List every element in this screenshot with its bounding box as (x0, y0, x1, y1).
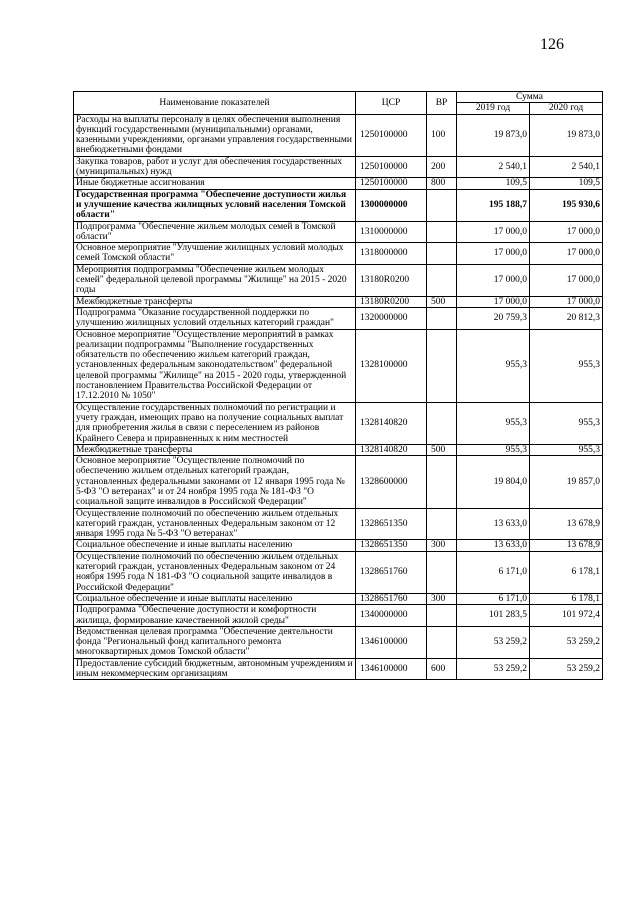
row-vr (427, 508, 457, 540)
header-sum: Сумма (457, 92, 603, 103)
table-row (74, 593, 603, 604)
row-name: Государственная программа "Обеспечение доступности жилья и улучшение качества жилищных условий населения Томской области" (74, 189, 356, 221)
row-name: Социальное обеспечение и иные выплаты населению (74, 540, 356, 551)
row-2020: 13 678,9 (530, 540, 603, 551)
row-2019: 6 171,0 (457, 551, 530, 593)
table-row (74, 296, 603, 307)
row-2019: 53 259,2 (457, 658, 530, 680)
row-2020: 53 259,2 (530, 626, 603, 658)
row-vr: 500 (427, 444, 457, 455)
row-csr: 1300000000 (356, 189, 427, 221)
row-2019: 109,5 (457, 178, 530, 189)
table-row (74, 540, 603, 551)
row-csr: 1328651760 (356, 551, 427, 593)
row-2020: 6 178,1 (530, 593, 603, 604)
row-csr: 1328140820 (356, 444, 427, 455)
row-vr: 200 (427, 156, 457, 178)
row-2019: 17 000,0 (457, 243, 530, 265)
row-name: Подпрограмма "Обеспечение доступности и комфортности жилища, формирование качественной жилой среды" (74, 605, 356, 627)
row-2020: 13 678,9 (530, 508, 603, 540)
row-2019: 955,3 (457, 329, 530, 402)
row-2020: 17 000,0 (530, 264, 603, 296)
row-2019: 955,3 (457, 444, 530, 455)
table-row (74, 508, 603, 540)
row-csr: 1250100000 (356, 114, 427, 156)
table-row (74, 264, 603, 296)
row-2020: 17 000,0 (530, 243, 603, 265)
row-csr: 1346100000 (356, 658, 427, 680)
row-2019: 19 873,0 (457, 114, 530, 156)
table-row (74, 626, 603, 658)
row-csr: 1328140820 (356, 402, 427, 444)
table-row (74, 551, 603, 593)
table-row (74, 178, 603, 189)
row-csr: 1250100000 (356, 178, 427, 189)
row-vr: 100 (427, 114, 457, 156)
row-2019: 13 633,0 (457, 540, 530, 551)
header-2020: 2020 год (530, 103, 603, 114)
row-vr (427, 605, 457, 627)
row-csr: 13180R0200 (356, 296, 427, 307)
row-csr: 1328651760 (356, 593, 427, 604)
row-2020: 101 972,4 (530, 605, 603, 627)
row-2019: 6 171,0 (457, 593, 530, 604)
row-2020: 17 000,0 (530, 296, 603, 307)
row-vr (427, 264, 457, 296)
row-name: Осуществление государственных полномочий по регистрации и учету граждан, имеющих право на получение социальных выплат для приобретения жилья в связи с переселением из районов Крайнего Севера и приравненных к ним местностей (74, 402, 356, 444)
row-2019: 195 188,7 (457, 189, 530, 221)
row-2020: 2 540,1 (530, 156, 603, 178)
row-2019: 101 283,5 (457, 605, 530, 627)
row-2020: 17 000,0 (530, 221, 603, 243)
row-csr: 1328600000 (356, 456, 427, 508)
row-2020: 955,3 (530, 444, 603, 455)
row-csr: 1340000000 (356, 605, 427, 627)
row-vr (427, 243, 457, 265)
page-number: 126 (540, 36, 564, 53)
table-row (74, 456, 603, 508)
row-2020: 955,3 (530, 402, 603, 444)
row-name: Предоставление субсидий бюджетным, автономным учреждениям и иным некоммерческим организациям (74, 658, 356, 680)
row-name: Социальное обеспечение и иные выплаты населению (74, 593, 356, 604)
budget-table (73, 91, 603, 680)
row-2019: 17 000,0 (457, 296, 530, 307)
row-vr (427, 307, 457, 329)
row-name: Подпрограмма "Оказание государственной поддержки по улучшению жилищных условий отдельных категорий граждан" (74, 307, 356, 329)
row-vr (427, 189, 457, 221)
row-2019: 13 633,0 (457, 508, 530, 540)
row-2020: 19 873,0 (530, 114, 603, 156)
row-name: Основное мероприятие "Осуществление мероприятий в рамках реализации подпрограммы "Выполнение государственных обязательств по обеспечению жильем категорий граждан, установленных федеральным законодательством" федеральной целевой программы "Жилище" на 2015 - 2020 годы, утвержденной постановлением Правительства Российской Федерации от 17.12.2010 № 1050" (74, 329, 356, 402)
row-vr: 300 (427, 593, 457, 604)
row-name: Основное мероприятие "Улучшение жилищных условий молодых семей Томской области" (74, 243, 356, 265)
row-csr: 1328651350 (356, 508, 427, 540)
table-row (74, 444, 603, 455)
row-vr (427, 456, 457, 508)
header-csr: ЦСР (356, 92, 427, 115)
row-name: Подпрограмма "Обеспечение жильем молодых семей в Томской области" (74, 221, 356, 243)
row-csr: 1320000000 (356, 307, 427, 329)
row-2019: 19 804,0 (457, 456, 530, 508)
row-csr: 1250100000 (356, 156, 427, 178)
row-vr (427, 221, 457, 243)
row-vr (427, 329, 457, 402)
table-row (74, 221, 603, 243)
row-name: Мероприятия подпрограммы "Обеспечение жильем молодых семей" федеральной целевой программы "Жилище" на 2015 - 2020 годы (74, 264, 356, 296)
table-row (74, 307, 603, 329)
row-2020: 195 930,6 (530, 189, 603, 221)
header-name: Наименование показателей (74, 92, 356, 115)
row-2020: 20 812,3 (530, 307, 603, 329)
row-2019: 17 000,0 (457, 221, 530, 243)
row-2020: 109,5 (530, 178, 603, 189)
table-row (74, 243, 603, 265)
header-vr: ВР (427, 92, 457, 115)
row-vr: 500 (427, 296, 457, 307)
row-csr: 1346100000 (356, 626, 427, 658)
row-2020: 53 259,2 (530, 658, 603, 680)
row-name: Иные бюджетные ассигнования (74, 178, 356, 189)
header-2019: 2019 год (457, 103, 530, 114)
row-vr: 300 (427, 540, 457, 551)
row-csr: 1318000000 (356, 243, 427, 265)
row-2020: 6 178,1 (530, 551, 603, 593)
row-2019: 955,3 (457, 402, 530, 444)
row-2019: 20 759,3 (457, 307, 530, 329)
row-2020: 19 857,0 (530, 456, 603, 508)
row-2019: 2 540,1 (457, 156, 530, 178)
row-2020: 955,3 (530, 329, 603, 402)
row-vr (427, 402, 457, 444)
row-name: Расходы на выплаты персоналу в целях обеспечения выполнения функций государственными (муниципальными) органами, казенными учреждениями, органами управления государственными внебюджетными фондами (74, 114, 356, 156)
row-vr (427, 626, 457, 658)
row-2019: 53 259,2 (457, 626, 530, 658)
row-name: Ведомственная целевая программа "Обеспечение деятельности фонда "Региональный фонд капитального ремонта многоквартирных домов Томской области" (74, 626, 356, 658)
row-csr: 1328100000 (356, 329, 427, 402)
row-2019: 17 000,0 (457, 264, 530, 296)
row-name: Осуществление полномочий по обеспечению жильем отдельных категорий граждан, установленных Федеральным законом от 24 ноября 1995 года N 181-ФЗ "О социальной защите инвалидов в Российской Федерации" (74, 551, 356, 593)
table-body (74, 114, 603, 680)
table-row (74, 189, 603, 221)
table-row (74, 156, 603, 178)
row-csr: 1328651350 (356, 540, 427, 551)
row-csr: 1310000000 (356, 221, 427, 243)
row-name: Осуществление полномочий по обеспечению жильем отдельных категорий граждан, установленных Федеральным законом от 12 января 1995 года № 5-ФЗ "О ветеранах" (74, 508, 356, 540)
row-name: Основное мероприятие "Осуществление полномочий по обеспечению жильем отдельных категорий граждан, установленных федеральными законами от 12 января 1995 года № 5-ФЗ "О ветеранах" и от 24 ноября 1995 года № 181-ФЗ "О социальной защите инвалидов в Российской Федерации" (74, 456, 356, 508)
table-row (74, 658, 603, 680)
row-csr: 13180R0200 (356, 264, 427, 296)
row-name: Межбюджетные трансферты (74, 296, 356, 307)
row-name: Межбюджетные трансферты (74, 444, 356, 455)
row-name: Закупка товаров, работ и услуг для обеспечения государственных (муниципальных) нужд (74, 156, 356, 178)
row-vr (427, 551, 457, 593)
table-row (74, 329, 603, 402)
row-vr: 800 (427, 178, 457, 189)
row-vr: 600 (427, 658, 457, 680)
table-row (74, 402, 603, 444)
table-row (74, 605, 603, 627)
table-row (74, 114, 603, 156)
